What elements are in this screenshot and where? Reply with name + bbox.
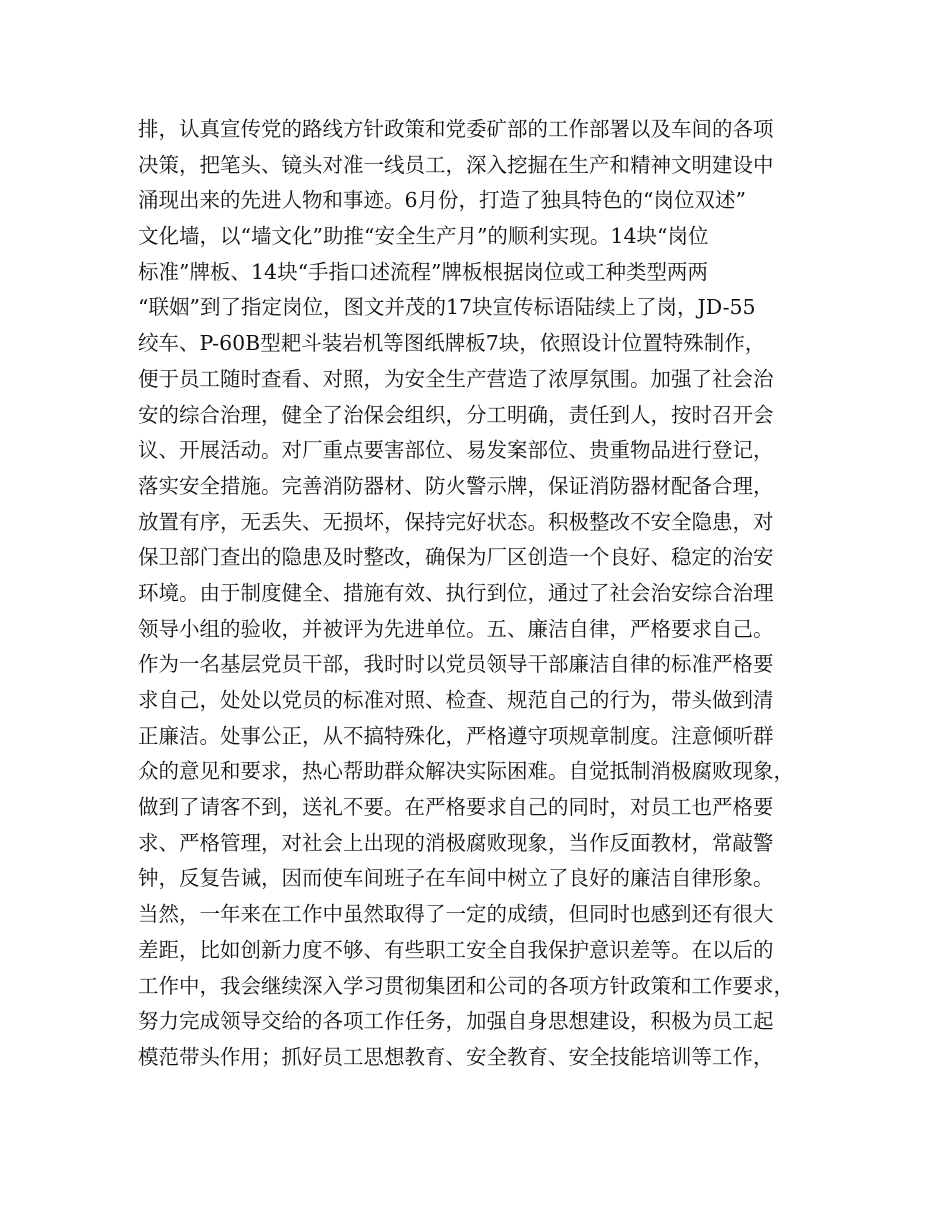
text-line: 排，认真宣传党的路线方针政策和党委矿部的工作部署以及车间的各项 bbox=[138, 117, 774, 141]
text-line: 求、严格管理，对社会上出现的消极腐败现象，当作反面教材，常敲警 bbox=[138, 830, 774, 855]
text-line: 绞车、P-60B型耙斗装岩机等图纸牌板7块，依照设计位置特殊制作， bbox=[138, 331, 766, 356]
text-line: 当然，一年来在工作中虽然取得了一定的成绩，但同时也感到还有很大 bbox=[138, 902, 774, 927]
body-text bbox=[138, 112, 818, 1076]
text-line: “联姻”到了指定岗位，图文并茂的17块宣传标语陆续上了岗，JD-55 bbox=[138, 295, 756, 320]
text-line: 做到了请客不到，送礼不要。在严格要求自己的同时，对员工也严格要 bbox=[138, 795, 774, 820]
text-line: 涌现出来的先进人物和事迹。6月份，打造了独具特色的“岗位双述” bbox=[138, 188, 747, 213]
text-line: 保卫部门查出的隐患及时整改，确保为厂区创造一个良好、稳定的治安 bbox=[138, 545, 774, 570]
text-line: 众的意见和要求，热心帮助群众解决实际困难。自觉抵制消极腐败现象， bbox=[138, 759, 794, 784]
text-line: 环境。由于制度健全、措施有效、执行到位，通过了社会治安综合治理 bbox=[138, 580, 774, 605]
text-line: 模范带头作用；抓好员工思想教育、安全教育、安全技能培训等工作， bbox=[138, 1044, 774, 1069]
text-line: 落实安全措施。完善消防器材、防火警示牌，保证消防器材配备合理， bbox=[138, 473, 774, 498]
text-line: 便于员工随时查看、对照，为安全生产营造了浓厚氛围。加强了社会治 bbox=[138, 366, 774, 391]
text-line: 求自己，处处以党员的标准对照、检查、规范自己的行为，带头做到清 bbox=[138, 688, 774, 712]
text-line: 钟，反复告诫，因而使车间班子在车间中树立了良好的廉洁自律形象。 bbox=[138, 866, 774, 891]
text-line: 文化墙，以“墙文化”助推“安全生产月”的顺利实现。14块“岗位 bbox=[138, 224, 709, 249]
text-line: 工作中，我会继续深入学习贯彻集团和公司的各项方针政策和工作要求， bbox=[138, 973, 794, 998]
text-line: 放置有序，无丢失、无损坏，保持完好状态。积极整改不安全隐患，对 bbox=[138, 509, 774, 534]
text-line: 作为一名基层党员干部，我时时以党员领导干部廉洁自律的标准严格要 bbox=[138, 652, 774, 677]
text-line: 领导小组的验收，并被评为先进单位。五、廉洁自律，严格要求自己。 bbox=[138, 616, 774, 641]
text-line: 安的综合治理，健全了治保会组织，分工明确，责任到人，按时召开会 bbox=[138, 402, 774, 427]
text-line: 正廉洁。处事公正，从不搞特殊化，严格遵守项规章制度。注意倾听群 bbox=[138, 723, 774, 748]
text-line: 差距，比如创新力度不够、有些职工安全自我保护意识差等。在以后的 bbox=[138, 937, 774, 962]
text-line: 议、开展活动。对厂重点要害部位、易发案部位、贵重物品进行登记， bbox=[138, 438, 774, 463]
text-line: 努力完成领导交给的各项工作任务，加强自身思想建设，积极为员工起 bbox=[138, 1009, 774, 1034]
text-line: 决策，把笔头、镜头对准一线员工，深入挖掘在生产和精神文明建设中 bbox=[138, 152, 774, 177]
text-line: 标准”牌板、14块“手指口述流程”牌板根据岗位或工种类型两两 bbox=[138, 259, 709, 284]
